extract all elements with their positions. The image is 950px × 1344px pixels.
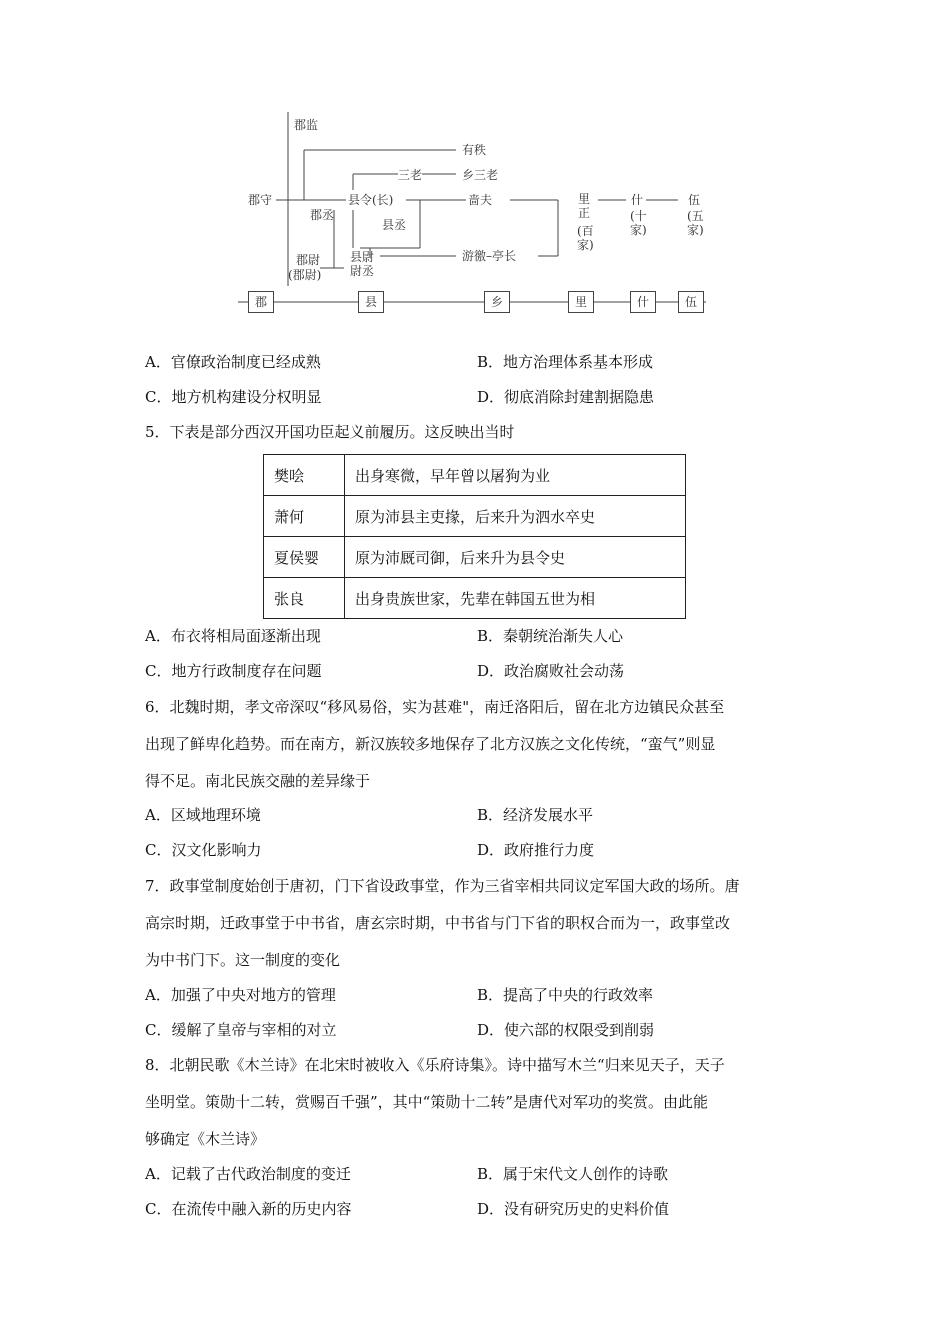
q7-line-1: 7．政事堂制度始创于唐初，门下省设政事堂，作为三省宰相共同议定军国大政的场所。唐: [145, 877, 740, 895]
node-shi-sub: (十家): [630, 209, 647, 237]
q5-option-b: B．秦朝统治渐失人心: [477, 627, 624, 645]
level-box-xian: 县: [358, 291, 384, 313]
q8-option-d: D．没有研究历史的史料价值: [477, 1200, 670, 1218]
node-shi: 什: [630, 193, 643, 207]
level-box-li: 里: [568, 291, 594, 313]
q8-line-3: 够确定《木兰诗》: [145, 1130, 266, 1148]
q5-stem: 5．下表是部分西汉开国功臣起义前履历。这反映出当时: [145, 423, 515, 441]
q7-option-d: D．使六部的权限受到削弱: [477, 1021, 655, 1039]
q6-option-a: A．区域地理环境: [145, 806, 261, 824]
q7-option-a: A．加强了中央对地方的管理: [145, 986, 336, 1004]
q6-option-b: B．经济发展水平: [477, 806, 594, 824]
node-sanlao: 三老: [398, 168, 423, 182]
table-row: [264, 496, 686, 537]
q4-option-c: C．地方机构建设分权明显: [145, 388, 322, 406]
q8-line-1: 8．北朝民歌《木兰诗》在北宋时被收入《乐府诗集》。诗中描写木兰“归来见天子，天子: [145, 1056, 725, 1074]
node-weicheng: 尉丞: [350, 264, 375, 278]
node-wu: 伍: [687, 193, 700, 207]
level-box-shi: 什: [630, 291, 656, 313]
q7-option-b: B．提高了中央的行政效率: [477, 986, 654, 1004]
level-box-wu: 伍: [678, 291, 704, 313]
q6-line-1: 6．北魏时期，孝文帝深叹“移风易俗，实为甚难"，南迁洛阳后，留在北方边镇民众甚至: [145, 698, 725, 716]
node-lizheng: 里正: [577, 192, 590, 220]
node-wu-sub: (五家): [687, 209, 704, 237]
node-junwei-alt: (郡尉): [288, 268, 322, 282]
q6-line-2: 出现了鲜卑化趋势。而在南方，新汉族较多地保存了北方汉族之文化传统，“蛮气”则显: [145, 735, 716, 753]
q5-option-a: A．布衣将相局面逐渐出现: [145, 627, 321, 645]
node-junwei: 郡尉: [296, 253, 321, 267]
node-youjiao-tingzhang: 游徼–亭长: [462, 249, 517, 263]
table-cell-desc: 出身贵族世家，先辈在韩国五世为相: [345, 578, 686, 619]
node-xiangsanlao: 乡三老: [462, 168, 499, 182]
q5-option-d: D．政治腐败社会动荡: [477, 662, 625, 680]
table-cell-name: 夏侯婴: [264, 537, 345, 578]
node-youzhi: 有秩: [462, 143, 487, 157]
level-box-xiang: 乡: [484, 291, 510, 313]
node-junjian: 郡监: [294, 118, 319, 132]
node-xianling: 县令(长): [348, 193, 394, 207]
table-cell-desc: 原为沛县主吏掾，后来升为泗水卒史: [345, 496, 686, 537]
q4-option-a: A．官僚政治制度已经成熟: [145, 353, 321, 371]
q7-line-3: 为中书门下。这一制度的变化: [145, 951, 341, 969]
node-junshou: 郡守: [248, 193, 273, 207]
q7-option-c: C．缓解了皇帝与宰相的对立: [145, 1021, 337, 1039]
q6-option-c: C．汉文化影响力: [145, 841, 262, 859]
q5-table: [263, 454, 686, 619]
q6-line-3: 得不足。南北民族交融的差异缘于: [145, 772, 371, 790]
node-lizheng-sub: (百家): [577, 224, 594, 252]
table-row: [264, 537, 686, 578]
q8-line-2: 坐明堂。策勋十二转，赏赐百千强”，其中“策勋十二转”是唐代对军功的奖赏。由此能: [145, 1093, 709, 1111]
q4-option-d: D．彻底消除封建割据隐患: [477, 388, 655, 406]
level-box-jun: 郡: [248, 291, 274, 313]
q8-option-b: B．属于宋代文人创作的诗歌: [477, 1165, 669, 1183]
table-row: [264, 455, 686, 496]
q8-option-c: C．在流传中融入新的历史内容: [145, 1200, 352, 1218]
table-cell-desc: 出身寒微，早年曾以屠狗为业: [345, 455, 686, 496]
q4-option-b: B．地方治理体系基本形成: [477, 353, 654, 371]
q6-option-d: D．政府推行力度: [477, 841, 595, 859]
q8-option-a: A．记载了古代政治制度的变迁: [145, 1165, 351, 1183]
q5-option-c: C．地方行政制度存在问题: [145, 662, 322, 680]
table-cell-name: 樊哙: [264, 455, 345, 496]
q7-line-2: 高宗时期，迁政事堂于中书省，唐玄宗时期，中书省与门下省的职权合而为一，政事堂改: [145, 914, 731, 932]
table-cell-name: 萧何: [264, 496, 345, 537]
local-administration-diagram: [238, 108, 708, 318]
node-sefu: 啬夫: [468, 193, 493, 207]
table-cell-name: 张良: [264, 578, 345, 619]
table-row: [264, 578, 686, 619]
node-xiancheng: 县丞: [382, 218, 407, 232]
table-cell-desc: 原为沛厩司御，后来升为县令史: [345, 537, 686, 578]
node-xianwei: 县尉: [350, 250, 375, 264]
node-juncheng: 郡丞: [310, 208, 335, 222]
